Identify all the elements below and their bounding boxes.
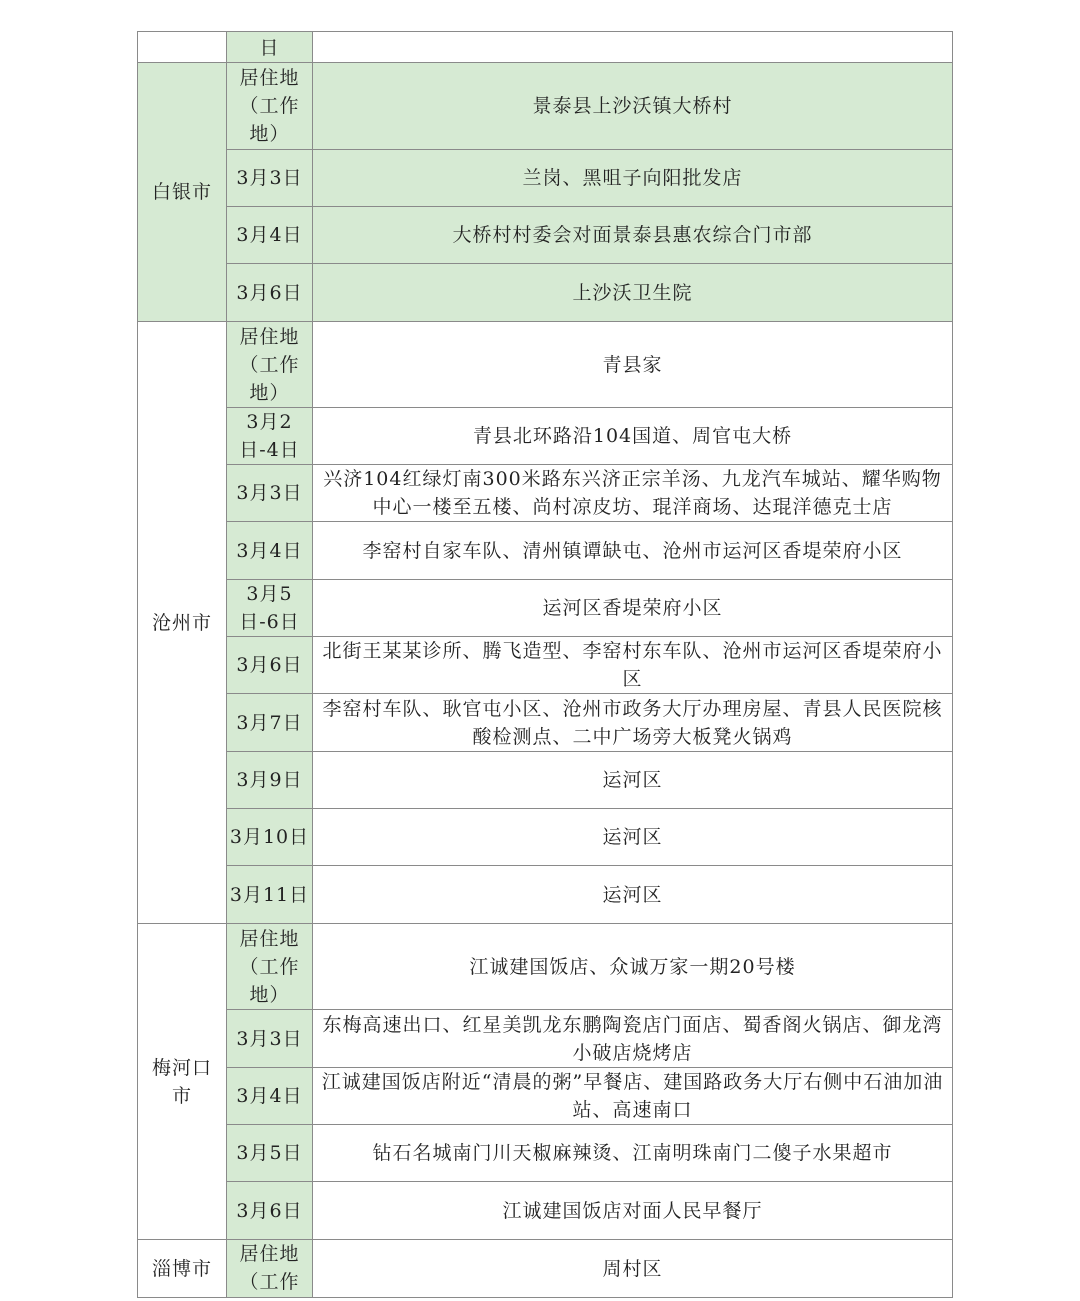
place-cell: 青县北环路沿104国道、周官屯大桥 xyxy=(313,408,953,465)
place-cell: 景泰县上沙沃镇大桥村 xyxy=(313,63,953,150)
date-cell: 日 xyxy=(227,32,313,63)
date-cell: 3月7日 xyxy=(227,694,313,752)
place-cell: 江诚建国饭店、众诚万家一期20号楼 xyxy=(313,924,953,1010)
date-cell: 3月11日 xyxy=(227,866,313,924)
date-cell: 3月9日 xyxy=(227,752,313,809)
table-row xyxy=(138,1240,953,1298)
table-row xyxy=(138,1125,953,1182)
place-cell: 大桥村村委会对面景泰县惠农综合门市部 xyxy=(313,207,953,264)
table-row xyxy=(138,63,953,150)
city-cell: 梅河口市 xyxy=(138,924,227,1240)
table-row xyxy=(138,694,953,752)
place-cell: 李窑村自家车队、清州镇谭缺屯、沧州市运河区香堤荣府小区 xyxy=(313,522,953,580)
table-row xyxy=(138,264,953,322)
date-cell: 3月6日 xyxy=(227,637,313,694)
date-cell: 居住地（工作 xyxy=(227,1240,313,1298)
table-row xyxy=(138,580,953,637)
place-cell: 上沙沃卫生院 xyxy=(313,264,953,322)
table-row xyxy=(138,522,953,580)
table-row xyxy=(138,1010,953,1068)
table-row xyxy=(138,752,953,809)
date-cell: 3月4日 xyxy=(227,207,313,264)
date-cell: 居住地（工作地） xyxy=(227,63,313,150)
city-cell: 淄博市 xyxy=(138,1240,227,1298)
itinerary-table-body xyxy=(138,32,953,1298)
table-row xyxy=(138,866,953,924)
table-row xyxy=(138,637,953,694)
date-cell: 3月3日 xyxy=(227,465,313,522)
place-cell: 钻石名城南门川天椒麻辣烫、江南明珠南门二傻子水果超市 xyxy=(313,1125,953,1182)
place-cell: 运河区 xyxy=(313,866,953,924)
date-cell: 3月6日 xyxy=(227,264,313,322)
place-cell: 运河区 xyxy=(313,809,953,866)
date-cell: 3月2日-4日 xyxy=(227,408,313,465)
place-cell: 周村区 xyxy=(313,1240,953,1298)
date-cell: 居住地（工作地） xyxy=(227,924,313,1010)
date-cell: 3月5日-6日 xyxy=(227,580,313,637)
table-row xyxy=(138,32,953,63)
table-row xyxy=(138,809,953,866)
place-cell: 江诚建国饭店对面人民早餐厅 xyxy=(313,1182,953,1240)
date-cell: 3月5日 xyxy=(227,1125,313,1182)
place-cell: 青县家 xyxy=(313,322,953,408)
table-row xyxy=(138,150,953,207)
place-cell: 李窑村车队、耿官屯小区、沧州市政务大厅办理房屋、青县人民医院核酸检测点、二中广场旁大板凳火锅鸡 xyxy=(313,694,953,752)
place-cell xyxy=(313,32,953,63)
date-cell: 居住地（工作地） xyxy=(227,322,313,408)
table-row xyxy=(138,408,953,465)
date-cell: 3月10日 xyxy=(227,809,313,866)
date-cell: 3月6日 xyxy=(227,1182,313,1240)
table-row xyxy=(138,1182,953,1240)
city-cell xyxy=(138,32,227,63)
date-cell: 3月3日 xyxy=(227,1010,313,1068)
table-row xyxy=(138,1068,953,1125)
date-cell: 3月3日 xyxy=(227,150,313,207)
place-cell: 江诚建国饭店附近“清晨的粥”早餐店、建国路政务大厅右侧中石油加油站、高速南口 xyxy=(313,1068,953,1125)
city-cell: 白银市 xyxy=(138,63,227,322)
table-row xyxy=(138,924,953,1010)
date-cell: 3月4日 xyxy=(227,1068,313,1125)
table-row xyxy=(138,465,953,522)
place-cell: 东梅高速出口、红星美凯龙东鹏陶瓷店门面店、蜀香阁火锅店、御龙湾小破店烧烤店 xyxy=(313,1010,953,1068)
place-cell: 运河区香堤荣府小区 xyxy=(313,580,953,637)
table-row xyxy=(138,322,953,408)
place-cell: 兴济104红绿灯南300米路东兴济正宗羊汤、九龙汽车城站、耀华购物中心一楼至五楼、尚村凉皮坊、琨洋商场、达琨洋德克士店 xyxy=(313,465,953,522)
table-row xyxy=(138,207,953,264)
city-cell: 沧州市 xyxy=(138,322,227,924)
date-cell: 3月4日 xyxy=(227,522,313,580)
place-cell: 兰岗、黑咀子向阳批发店 xyxy=(313,150,953,207)
place-cell: 运河区 xyxy=(313,752,953,809)
place-cell: 北街王某某诊所、腾飞造型、李窑村东车队、沧州市运河区香堤荣府小区 xyxy=(313,637,953,694)
itinerary-table xyxy=(137,31,953,1298)
